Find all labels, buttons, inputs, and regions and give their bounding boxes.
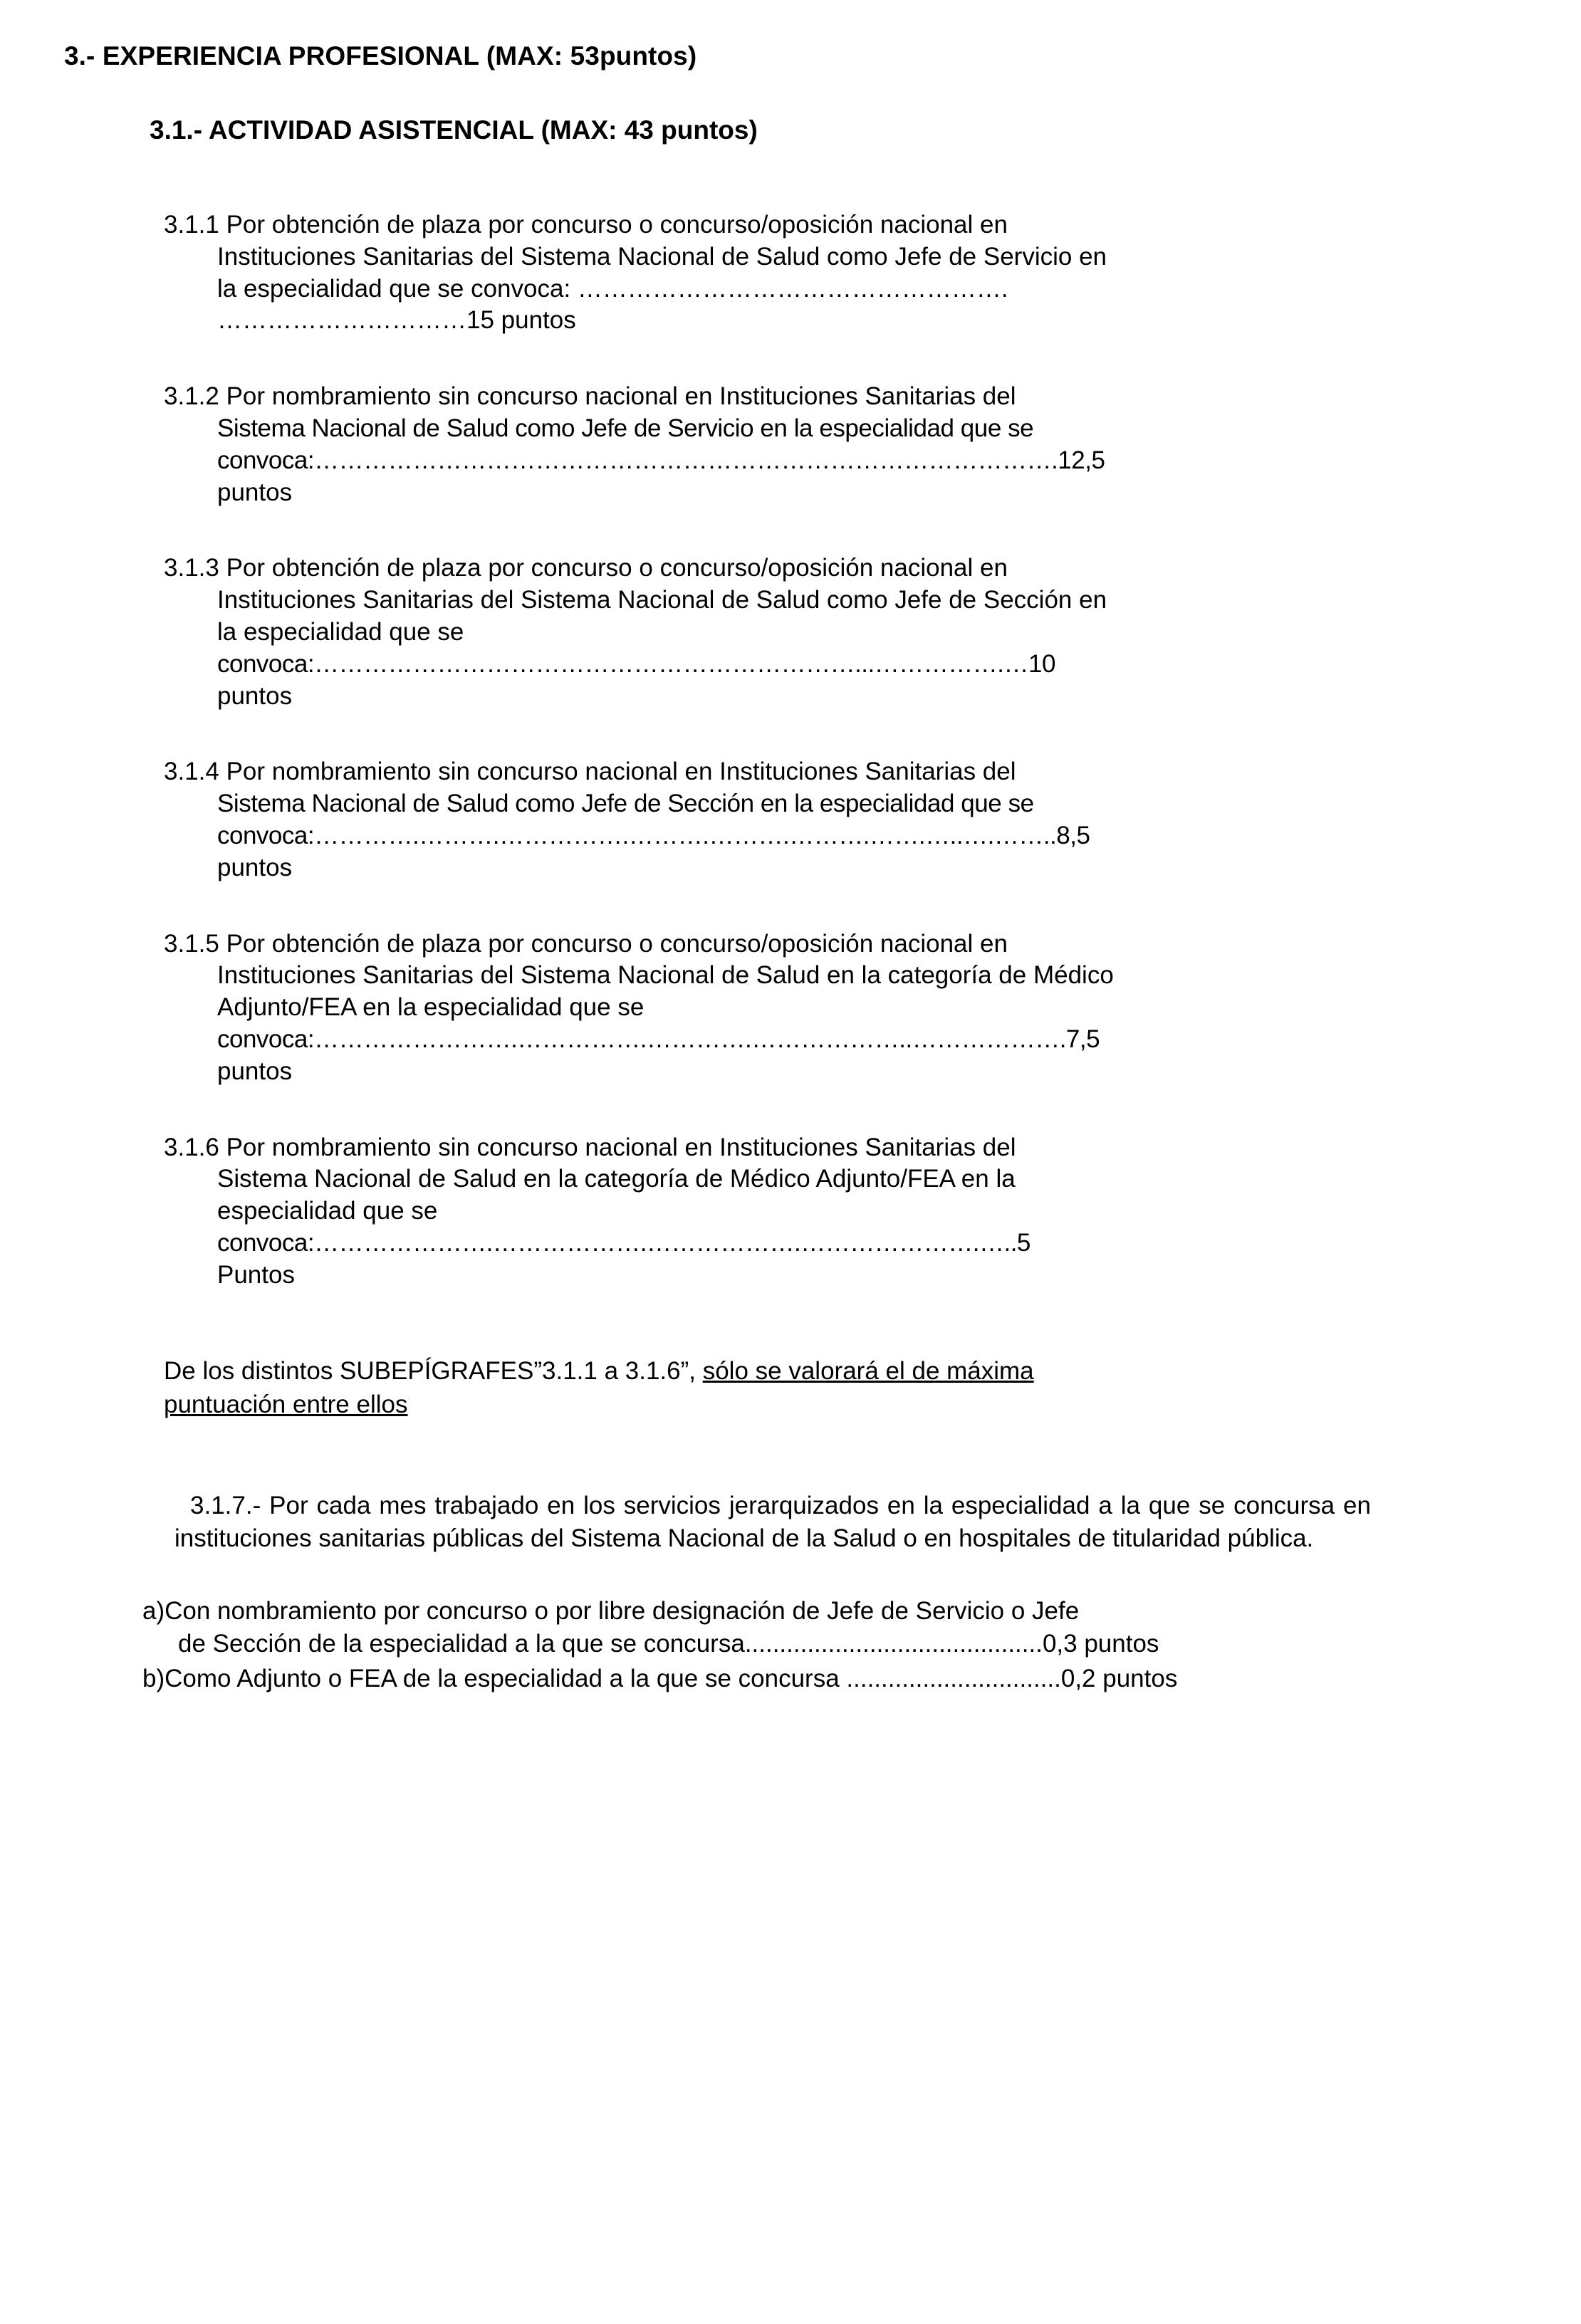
item-a-line-2: de Sección de la especialidad a la que se concursa [178,1629,745,1658]
paragraph-317: 3.1.7.- Por cada mes trabajado en los servicios jerarquizados en la especialidad a la que se concursa en instituciones sanitarias públicas del Sistema Nacional de la Salud o en hospitales de titularidad pública. [174,1492,1371,1553]
criteria-list [50,209,1503,1292]
list-item [50,928,1503,1088]
list-item [50,381,1503,508]
section-heading: 3.1.- ACTIVIDAD ASISTENCIAL (MAX: 43 puntos) [150,115,758,145]
item-b-dots: ............................... [846,1665,1061,1693]
item-313-text: 3.1.3 Por obtención de plaza por concurso o concurso/oposición nacional en Instituciones Sanitarias del Sistema Nacional de Salud como Jefe de Sección en la especialidad que se convoca:…………………………………………………………...…………….…10 puntos [164,554,1107,710]
item-314-text: 3.1.4 Por nombramiento sin concurso nacional en Instituciones Sanitarias del Sistema Nacional de Salud como Jefe de Sección en la especialidad que se convoca:………….……….…………….……….……….……….…….…..….……..8,5 puntos [164,758,1090,881]
list-item-a [142,1595,1417,1660]
item-a-dots: ........................................... [744,1629,1043,1658]
item-b-line-1: b)Como Adjunto o FEA de la especialidad a la que se concursa [142,1665,847,1693]
item-312-text: 3.1.2 Por nombramiento sin concurso nacional en Instituciones Sanitarias del Sistema Nacional de Salud como Jefe de Servicio en la especialidad que se convoca:……………………………………………………………………………….12,5 puntos [164,382,1105,506]
item-b-value: 0,2 puntos [1060,1665,1178,1693]
note-underline-1: sólo se valorará el de máxima [702,1356,1034,1385]
list-item [50,209,1503,337]
list-item-b [142,1663,1417,1695]
list-item [50,553,1503,712]
list-item [50,756,1503,884]
item-a-line-1: a)Con nombramiento por concurso o por libre designación de Jefe de Servicio o Jefe [142,1597,1080,1626]
subheadings-note [164,1354,1389,1422]
note-lead: De los distintos SUBEPÍGRAFES”3.1.1 a 3.1.6”, [164,1356,703,1385]
page-title: 3.- EXPERIENCIA PROFESIONAL (MAX: 53puntos) [64,41,697,70]
list-item [50,1132,1503,1292]
item-316-text: 3.1.6 Por nombramiento sin concurso nacional en Instituciones Sanitarias del Sistema Nacional de Salud en la categoría de Médico Adjunto/FEA en la especialidad que se convoca:………………….……………….……………….………………….…..5 Puntos [164,1133,1030,1289]
item-a-value: 0,3 puntos [1042,1629,1159,1658]
sub-items-list [142,1595,1417,1695]
item-311-text: 3.1.1 Por obtención de plaza por concurso o concurso/oposición nacional en Instituciones Sanitarias del Sistema Nacional de Salud como Jefe de Servicio en la especialidad que se convoca: ……………………………………………. …………………………15 puntos [164,211,1107,335]
item-315-text: 3.1.5 Por obtención de plaza por concurso o concurso/oposición nacional en Instituciones Sanitarias del Sistema Nacional de Salud en la categoría de Médico Adjunto/FEA en la especialidad que se convoca:…………………….…………….………….………………..……………….7,5 puntos [164,929,1114,1085]
item-a-line-2-wrapper [142,1628,1417,1660]
note-underline-2: puntuación entre ellos [164,1390,408,1418]
